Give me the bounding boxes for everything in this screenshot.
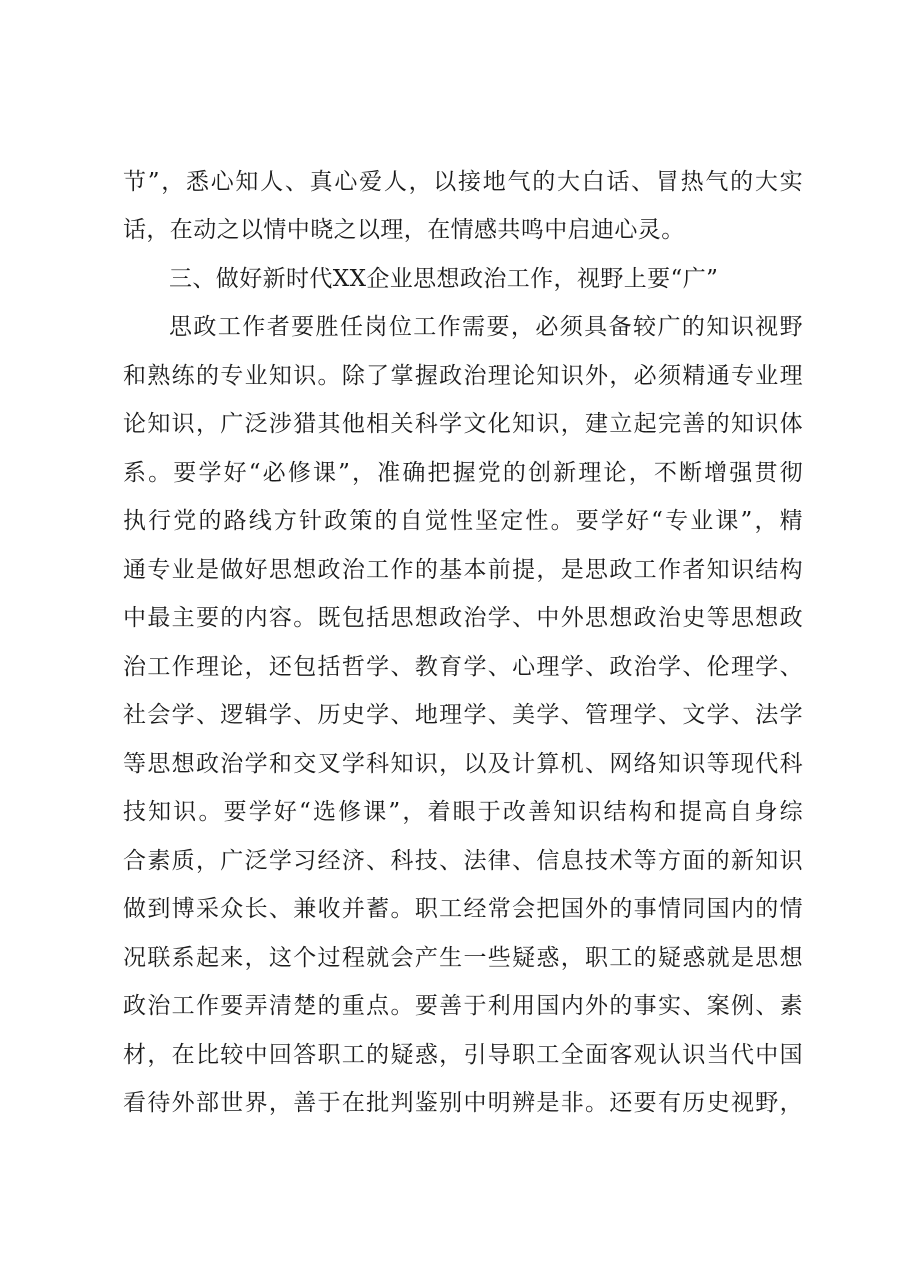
paragraph-line: 等思想政治学和交叉学科知识，以及计算机、网络知识等现代科	[123, 751, 803, 777]
paragraph-line: 治工作理论，还包括哲学、教育学、心理学、政治学、伦理学、	[123, 654, 803, 680]
paragraph-line: 合素质，广泛学习经济、科技、法律、信息技术等方面的新知识	[123, 848, 803, 874]
paragraph-line: 看待外部世界，善于在批判鉴别中明辨是非。还要有历史视野，	[123, 1090, 803, 1116]
section-heading: 三、做好新时代XX企业思想政治工作，视野上要“广”	[169, 266, 719, 292]
paragraph-line: 话，在动之以情中晓之以理，在情感共鸣中启迪心灵。	[123, 217, 685, 243]
paragraph-line: 社会学、逻辑学、历史学、地理学、美学、管理学、文学、法学	[123, 702, 803, 728]
paragraph-line: 论知识，广泛涉猎其他相关科学文化知识，建立起完善的知识体	[123, 411, 803, 437]
paragraph-line: 和熟练的专业知识。除了掌握政治理论知识外，必须精通专业理	[123, 363, 803, 389]
paragraph-line: 材，在比较中回答职工的疑惑，引导职工全面客观认识当代中国	[123, 1042, 803, 1068]
paragraph-line: 做到博采众长、兼收并蓄。职工经常会把国外的事情同国内的情	[123, 896, 803, 922]
paragraph-line: 思政工作者要胜任岗位工作需要，必须具备较广的知识视野	[169, 314, 803, 340]
paragraph-line: 通专业是做好思想政治工作的基本前提，是思政工作者知识结构	[123, 557, 803, 583]
paragraph-line: 节”，悉心知人、真心爱人，以接地气的大白话、冒热气的大实	[123, 169, 803, 195]
paragraph-line: 中最主要的内容。既包括思想政治学、中外思想政治史等思想政	[123, 605, 803, 631]
paragraph-line: 况联系起来，这个过程就会产生一些疑惑，职工的疑惑就是思想	[123, 945, 803, 971]
paragraph-line: 系。要学好“必修课”，准确把握党的创新理论，不断增强贯彻	[123, 460, 803, 486]
paragraph-line: 执行党的路线方针政策的自觉性坚定性。要学好“专业课”，精	[123, 508, 803, 534]
paragraph-line: 政治工作要弄清楚的重点。要善于利用国内外的事实、案例、素	[123, 993, 803, 1019]
paragraph-line: 技知识。要学好“选修课”，着眼于改善知识结构和提高自身综	[123, 799, 803, 825]
